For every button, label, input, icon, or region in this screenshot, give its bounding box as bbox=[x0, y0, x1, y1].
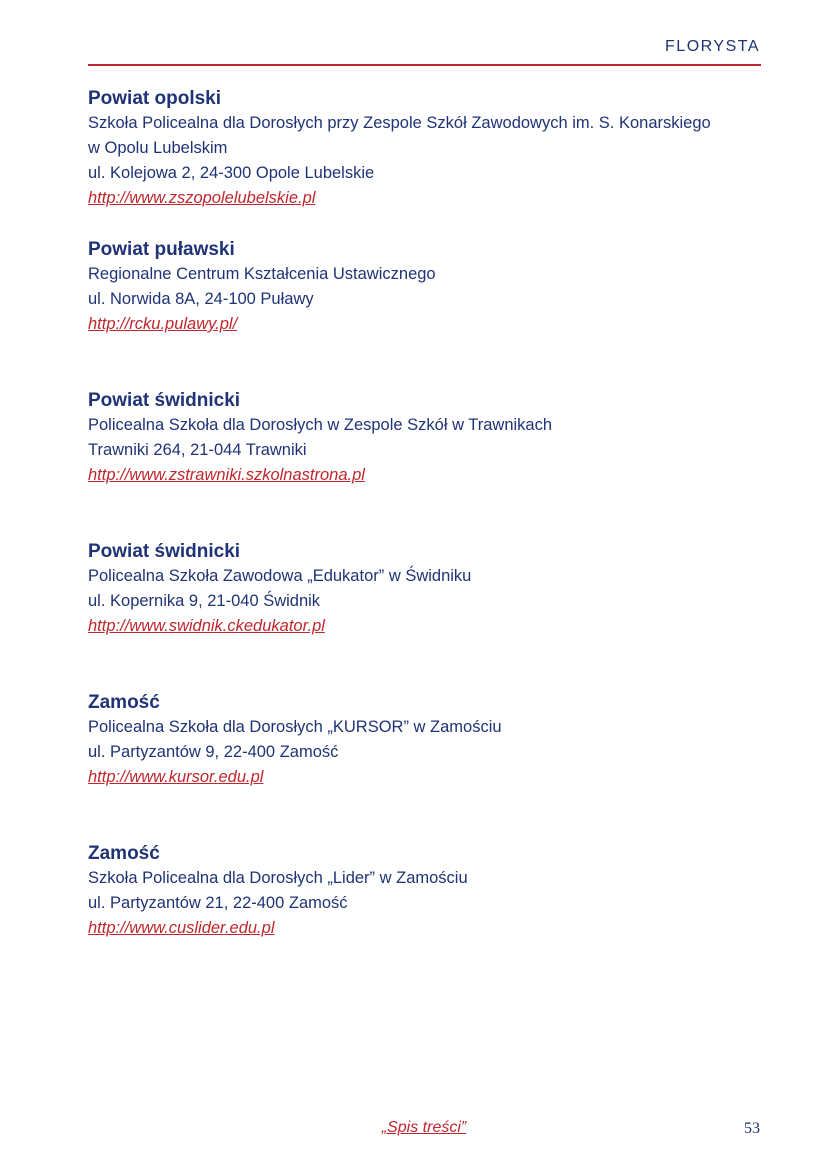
school-address: ul. Partyzantów 9, 22-400 Zamość bbox=[88, 743, 339, 761]
district-heading: Powiat świdnicki bbox=[88, 390, 241, 411]
school-entry bbox=[88, 690, 761, 841]
running-header-title: FLORYSTA bbox=[665, 38, 760, 55]
school-entry bbox=[88, 86, 761, 237]
district-heading: Powiat świdnicki bbox=[88, 541, 241, 562]
district-heading: Powiat puławski bbox=[88, 239, 235, 260]
school-website-link[interactable]: http://www.swidnik.ckedukator.pl bbox=[88, 617, 325, 635]
district-heading: Zamość bbox=[88, 692, 160, 713]
school-address: ul. Norwida 8A, 24-100 Puławy bbox=[88, 290, 314, 308]
page-number: 53 bbox=[744, 1120, 760, 1137]
school-name: Policealna Szkoła dla Dorosłych w Zespole Szkół w Trawnikach bbox=[88, 416, 553, 434]
school-name: Szkoła Policealna dla Dorosłych „Lider” w Zamościu bbox=[88, 869, 468, 887]
header-divider bbox=[88, 64, 761, 66]
school-address: ul. Kolejowa 2, 24-300 Opole Lubelskie bbox=[88, 164, 375, 182]
school-entry bbox=[88, 388, 761, 539]
school-website-link[interactable]: http://www.kursor.edu.pl bbox=[88, 768, 264, 786]
school-address: Trawniki 264, 21-044 Trawniki bbox=[88, 441, 307, 459]
school-entry bbox=[88, 539, 761, 690]
school-name: w Opolu Lubelskim bbox=[88, 139, 228, 157]
school-name: Policealna Szkoła Zawodowa „Edukator” w Świdniku bbox=[88, 567, 472, 585]
school-entry bbox=[88, 237, 761, 388]
school-name: Policealna Szkoła dla Dorosłych „KURSOR” w Zamościu bbox=[88, 718, 502, 736]
school-name: Szkoła Policealna dla Dorosłych przy Zespole Szkół Zawodowych im. S. Konarskiego bbox=[88, 114, 711, 132]
school-address: ul. Partyzantów 21, 22-400 Zamość bbox=[88, 894, 348, 912]
school-address: ul. Kopernika 9, 21-040 Świdnik bbox=[88, 592, 321, 610]
district-heading: Zamość bbox=[88, 843, 160, 864]
table-of-contents-link[interactable]: „Spis treści” bbox=[381, 1119, 467, 1136]
school-website-link[interactable]: http://www.cuslider.edu.pl bbox=[88, 919, 275, 937]
school-website-link[interactable]: http://www.zstrawniki.szkolnastrona.pl bbox=[88, 466, 365, 484]
school-entry bbox=[88, 841, 761, 992]
school-website-link[interactable]: http://rcku.pulawy.pl/ bbox=[88, 315, 238, 333]
school-name: Regionalne Centrum Kształcenia Ustawicznego bbox=[88, 265, 436, 283]
school-list bbox=[88, 86, 761, 992]
district-heading: Powiat opolski bbox=[88, 88, 222, 109]
school-website-link[interactable]: http://www.zszopolelubelskie.pl bbox=[88, 189, 316, 207]
